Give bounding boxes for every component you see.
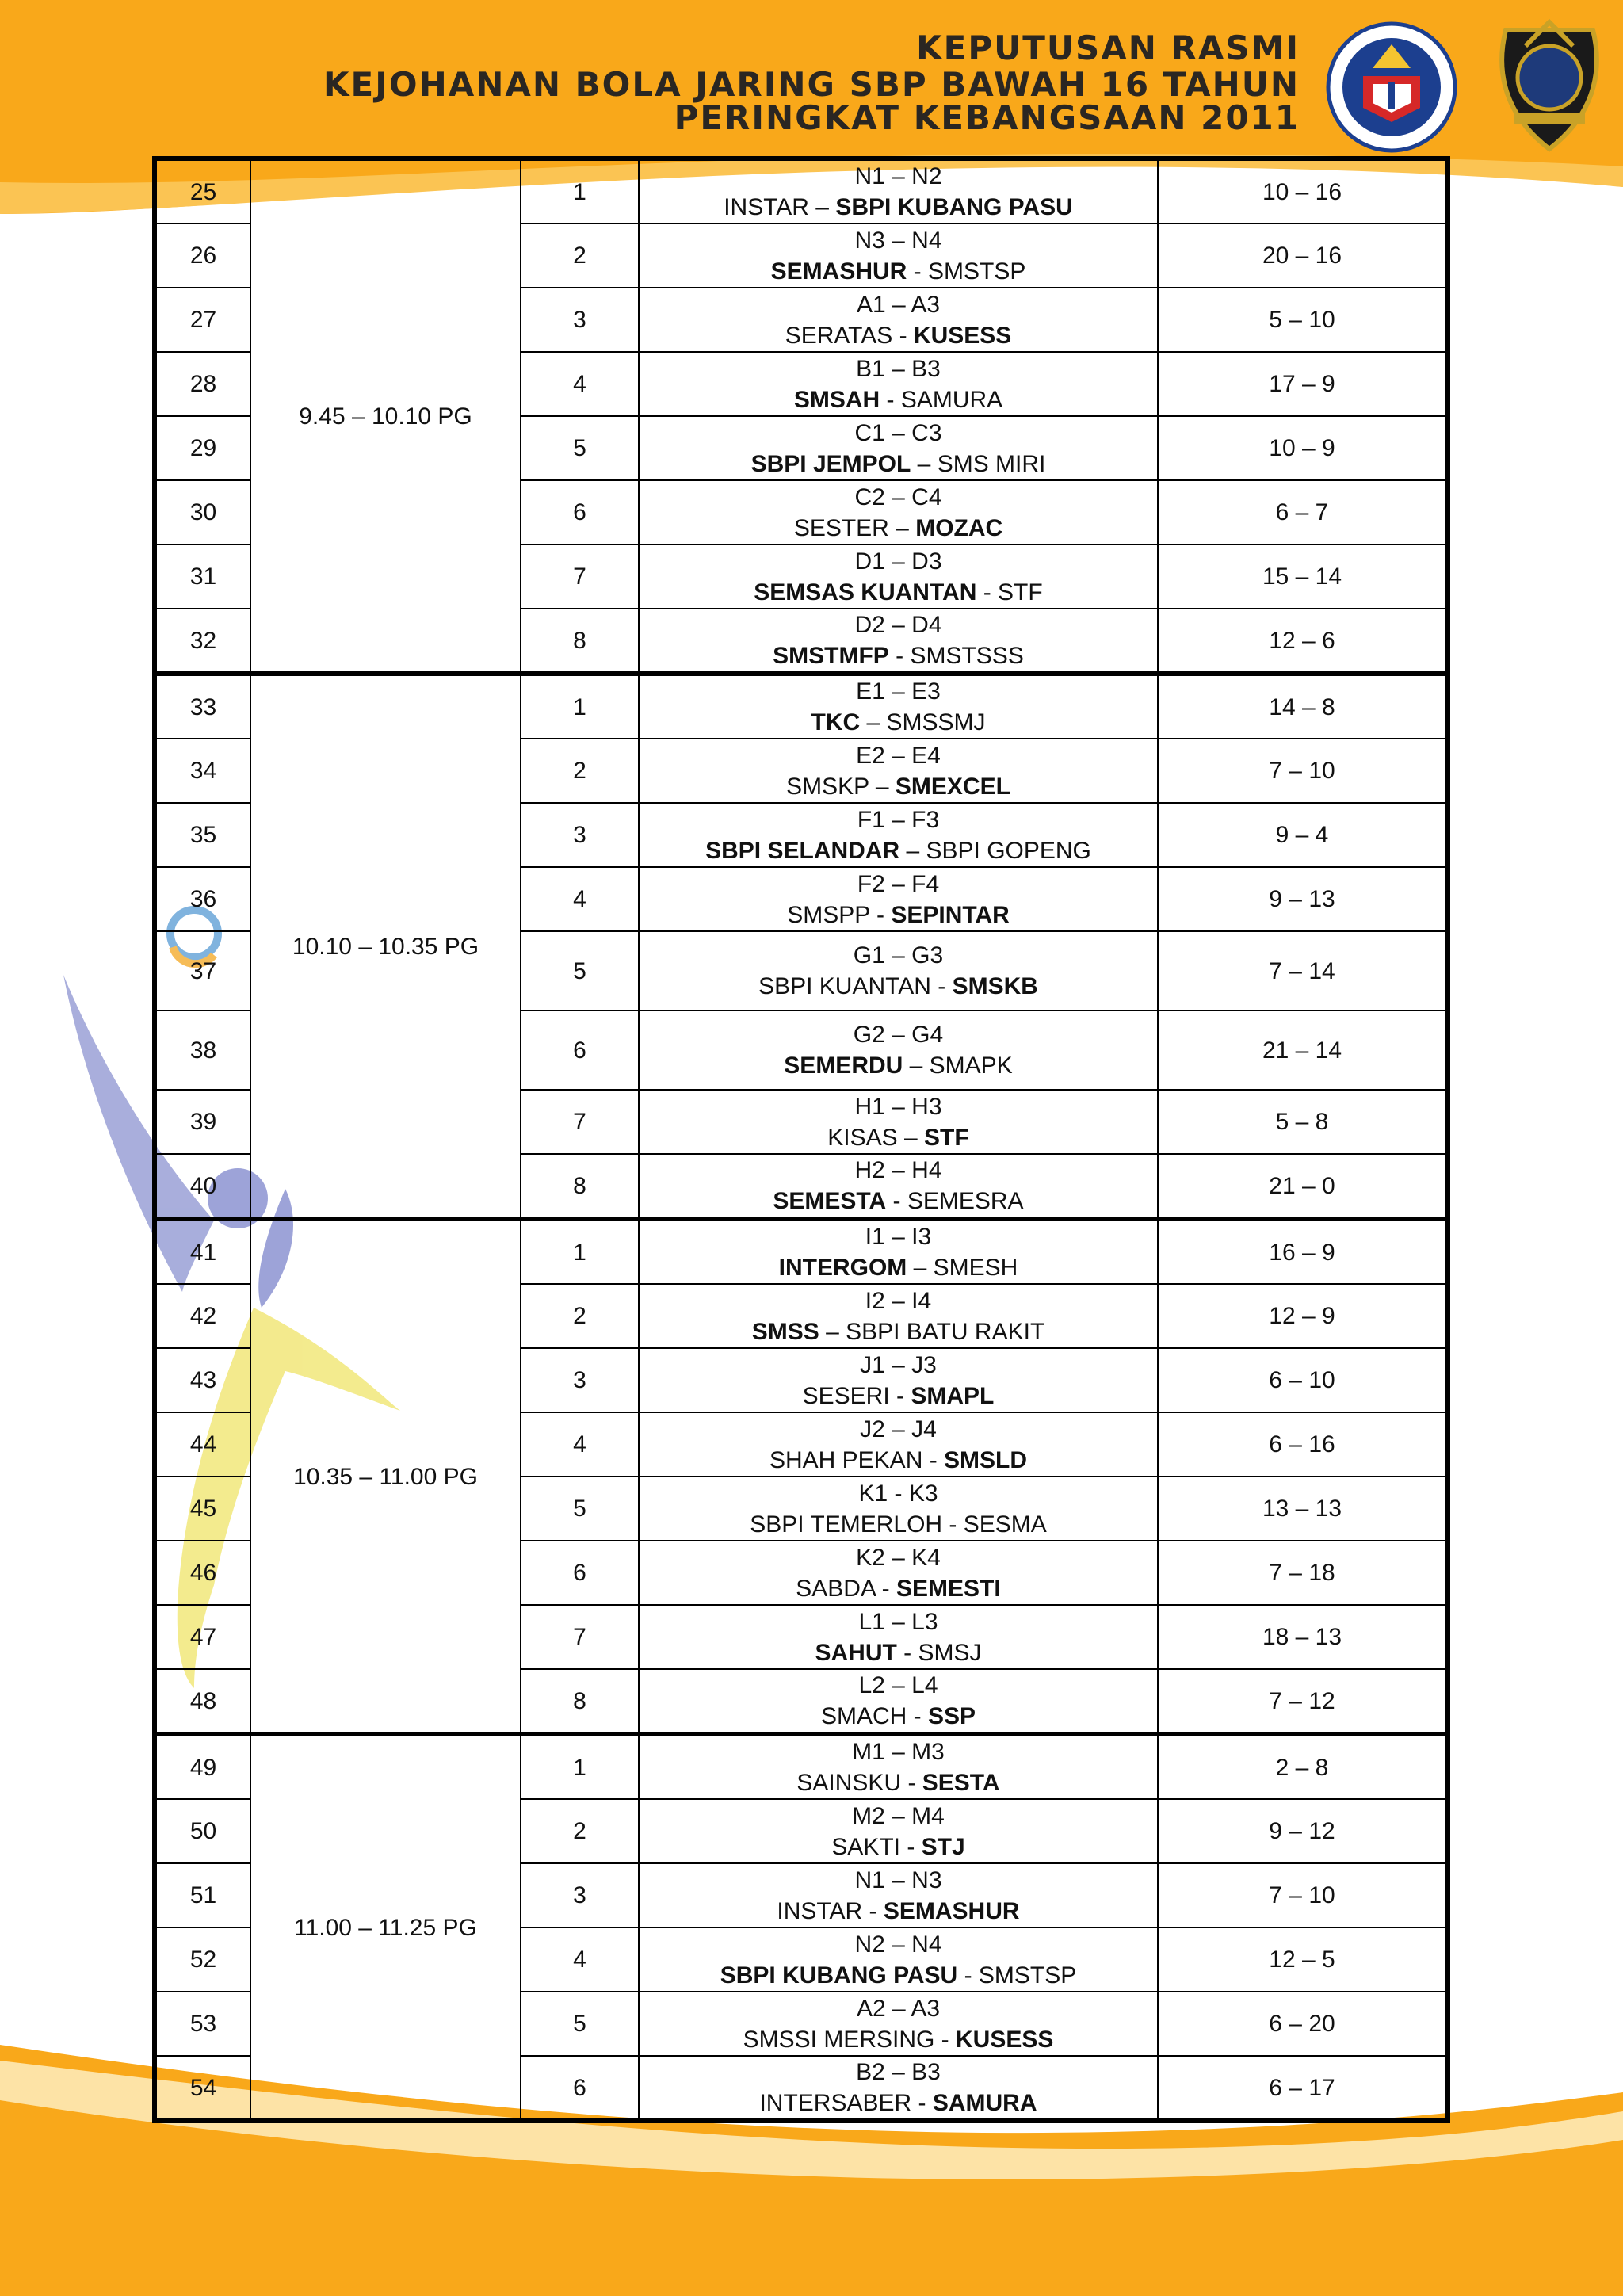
match-teams <box>639 803 1158 867</box>
winning-team: SEMASHUR <box>770 258 907 285</box>
court-number: 5 <box>521 1477 639 1541</box>
table-row <box>155 1734 1448 1799</box>
winning-team: SBPI KUBANG PASU <box>835 194 1073 220</box>
match-teams <box>639 674 1158 739</box>
court-number: 3 <box>521 1863 639 1927</box>
match-teams <box>639 739 1158 803</box>
winning-team: SAMURA <box>932 2090 1037 2116</box>
match-teams <box>639 352 1158 416</box>
winning-team: SBPI JEMPOL <box>750 450 911 477</box>
team-name: – SBPI GOPENG <box>899 837 1091 864</box>
time-slot: 10.35 – 11.00 PG <box>250 1219 521 1734</box>
team-name: - SMSTSP <box>907 258 1026 285</box>
team-name: – SMAPK <box>903 1052 1013 1079</box>
team-names <box>640 971 1157 1002</box>
match-score: 6 – 16 <box>1158 1412 1448 1477</box>
group-pairing: L1 – L3 <box>858 1608 938 1635</box>
match-score: 17 – 9 <box>1158 352 1448 416</box>
match-number: 33 <box>155 674 250 739</box>
winning-team: MOZAC <box>915 514 1003 541</box>
match-score: 6 – 20 <box>1158 1992 1448 2056</box>
court-number: 6 <box>521 2056 639 2121</box>
court-number: 8 <box>521 609 639 674</box>
team-names <box>640 256 1157 287</box>
match-score: 12 – 6 <box>1158 609 1448 674</box>
team-name: SABDA - <box>796 1575 896 1602</box>
match-score: 9 – 4 <box>1158 803 1448 867</box>
winning-team: SEPINTAR <box>891 901 1010 928</box>
match-number: 37 <box>155 931 250 1010</box>
group-pairing: D2 – D4 <box>854 612 942 638</box>
winning-team: SMSS <box>751 1318 819 1345</box>
match-number: 47 <box>155 1605 250 1669</box>
team-names <box>640 1122 1157 1153</box>
winning-team: SMSTMFP <box>773 643 889 669</box>
group-pairing: A1 – A3 <box>856 291 941 318</box>
winning-team: SBPI SELANDAR <box>705 837 900 864</box>
winning-team: KUSESS <box>913 322 1012 349</box>
team-names <box>640 2088 1157 2118</box>
group-pairing: B2 – B3 <box>856 2059 941 2085</box>
group-pairing: D1 – D3 <box>854 548 942 575</box>
court-number: 6 <box>521 1541 639 1605</box>
court-number: 1 <box>521 674 639 739</box>
group-pairing: I1 – I3 <box>865 1224 932 1250</box>
court-number: 8 <box>521 1154 639 1219</box>
court-number: 4 <box>521 352 639 416</box>
team-name: SAINSKU - <box>796 1770 922 1796</box>
match-number: 35 <box>155 803 250 867</box>
match-score: 21 – 0 <box>1158 1154 1448 1219</box>
match-score: 16 – 9 <box>1158 1219 1448 1284</box>
match-teams <box>639 867 1158 931</box>
team-name: SHAH PEKAN - <box>769 1446 945 1473</box>
match-number: 27 <box>155 288 250 352</box>
match-score: 2 – 8 <box>1158 1734 1448 1799</box>
court-number: 2 <box>521 739 639 803</box>
match-teams <box>639 1348 1158 1412</box>
winning-team: SSP <box>927 1703 976 1729</box>
match-number: 36 <box>155 867 250 931</box>
match-score: 9 – 12 <box>1158 1799 1448 1863</box>
team-names <box>640 1637 1157 1668</box>
match-number: 25 <box>155 159 250 223</box>
match-number: 46 <box>155 1541 250 1605</box>
match-teams <box>639 1477 1158 1541</box>
winning-team: SEMSAS KUANTAN <box>754 579 977 606</box>
match-teams <box>639 1541 1158 1605</box>
team-name: INSTAR - <box>777 1897 884 1924</box>
match-score: 14 – 8 <box>1158 674 1448 739</box>
match-score: 5 – 10 <box>1158 288 1448 352</box>
match-teams <box>639 1927 1158 1992</box>
court-number: 7 <box>521 1090 639 1154</box>
match-score: 7 – 10 <box>1158 1863 1448 1927</box>
team-name: - SMSTSSS <box>888 643 1024 669</box>
team-name: SMSSI MERSING - <box>743 2026 956 2053</box>
court-number: 4 <box>521 867 639 931</box>
winning-team: SEMESTI <box>896 1575 1001 1602</box>
match-teams <box>639 931 1158 1010</box>
court-number: 8 <box>521 1669 639 1734</box>
group-pairing: M2 – M4 <box>852 1802 945 1829</box>
results-table-body <box>155 159 1448 2121</box>
team-names <box>640 1381 1157 1412</box>
match-score: 10 – 16 <box>1158 159 1448 223</box>
winning-team: SAHUT <box>815 1639 897 1666</box>
winning-team: SMEXCEL <box>895 773 1010 800</box>
court-number: 3 <box>521 1348 639 1412</box>
group-pairing: K1 - K3 <box>858 1480 938 1507</box>
team-names <box>640 1252 1157 1283</box>
match-score: 12 – 5 <box>1158 1927 1448 1992</box>
team-name: KISAS – <box>827 1124 925 1151</box>
sbp-crest-icon <box>1490 14 1609 154</box>
court-number: 5 <box>521 931 639 1010</box>
match-score: 9 – 13 <box>1158 867 1448 931</box>
match-teams <box>639 609 1158 674</box>
match-score: 6 – 10 <box>1158 1348 1448 1412</box>
match-score: 10 – 9 <box>1158 416 1448 480</box>
group-pairing: H2 – H4 <box>854 1157 942 1183</box>
team-names <box>640 320 1157 351</box>
match-score: 15 – 14 <box>1158 544 1448 609</box>
match-teams <box>639 1605 1158 1669</box>
team-names <box>640 1316 1157 1347</box>
team-name: - STF <box>976 579 1043 606</box>
group-pairing: N3 – N4 <box>854 227 942 254</box>
group-pairing: N2 – N4 <box>854 1931 942 1958</box>
winning-team: SESTA <box>922 1770 1000 1796</box>
group-pairing: H1 – H3 <box>854 1093 942 1120</box>
match-number: 31 <box>155 544 250 609</box>
team-name: – SMS MIRI <box>911 450 1046 477</box>
team-name: SMSPP - <box>787 901 892 928</box>
match-number: 30 <box>155 480 250 544</box>
winning-team: SEMESTA <box>773 1188 887 1214</box>
match-score: 7 – 14 <box>1158 931 1448 1010</box>
match-score: 5 – 8 <box>1158 1090 1448 1154</box>
match-teams <box>639 1992 1158 2056</box>
match-number: 51 <box>155 1863 250 1927</box>
winning-team: SMAPL <box>911 1382 995 1409</box>
court-number: 1 <box>521 1734 639 1799</box>
group-pairing: G1 – G3 <box>853 942 944 968</box>
winning-team: STJ <box>921 1833 965 1860</box>
group-pairing: C1 – C3 <box>854 419 942 446</box>
match-number: 38 <box>155 1010 250 1090</box>
time-slot: 9.45 – 10.10 PG <box>250 159 521 674</box>
match-number: 44 <box>155 1412 250 1477</box>
team-name: – SMSSMJ <box>860 709 986 735</box>
match-teams <box>639 1219 1158 1284</box>
match-number: 28 <box>155 352 250 416</box>
match-number: 29 <box>155 416 250 480</box>
team-names <box>640 640 1157 671</box>
group-pairing: E1 – E3 <box>856 678 941 705</box>
match-score: 6 – 7 <box>1158 480 1448 544</box>
team-names <box>640 513 1157 544</box>
team-names <box>640 771 1157 802</box>
match-number: 50 <box>155 1799 250 1863</box>
header-line-2: KEJOHANAN BOLA JARING SBP BAWAH 16 TAHUN <box>323 65 1300 104</box>
group-pairing: N1 – N2 <box>854 163 942 189</box>
match-score: 20 – 16 <box>1158 223 1448 288</box>
team-name: SMSKP – <box>786 773 896 800</box>
team-names <box>640 1445 1157 1476</box>
group-pairing: J2 – J4 <box>860 1415 937 1442</box>
team-names <box>640 835 1157 866</box>
team-names <box>640 449 1157 479</box>
team-names <box>640 900 1157 930</box>
court-number: 6 <box>521 1010 639 1090</box>
court-number: 4 <box>521 1412 639 1477</box>
match-score: 18 – 13 <box>1158 1605 1448 1669</box>
team-names <box>640 384 1157 415</box>
match-teams <box>639 1284 1158 1348</box>
header-line-1: KEPUTUSAN RASMI <box>916 29 1300 67</box>
court-number: 5 <box>521 1992 639 2056</box>
court-number: 3 <box>521 803 639 867</box>
team-name: SESTER – <box>793 514 916 541</box>
team-name: SESERI - <box>802 1382 911 1409</box>
kpm-seal-icon <box>1325 21 1458 154</box>
match-number: 54 <box>155 2056 250 2121</box>
court-number: 4 <box>521 1927 639 1992</box>
team-name: SERATAS - <box>785 322 914 349</box>
court-number: 1 <box>521 1219 639 1284</box>
court-number: 2 <box>521 1284 639 1348</box>
winning-team: SMSAH <box>793 386 880 413</box>
group-pairing: G2 – G4 <box>853 1022 944 1048</box>
group-pairing: I2 – I4 <box>865 1287 932 1314</box>
team-names <box>640 192 1157 223</box>
match-score: 7 – 18 <box>1158 1541 1448 1605</box>
winning-team: TKC <box>811 709 861 735</box>
team-name: - SMSTSP <box>957 1962 1077 1988</box>
match-number: 53 <box>155 1992 250 2056</box>
match-number: 42 <box>155 1284 250 1348</box>
match-teams <box>639 2056 1158 2121</box>
group-pairing: A2 – A3 <box>856 1995 941 2022</box>
match-teams <box>639 1799 1158 1863</box>
winning-team: STF <box>924 1124 969 1151</box>
match-teams <box>639 1734 1158 1799</box>
group-pairing: M1 – M3 <box>852 1739 945 1765</box>
team-names <box>640 707 1157 738</box>
time-slot: 11.00 – 11.25 PG <box>250 1734 521 2121</box>
team-names <box>640 1767 1157 1798</box>
group-pairing: F2 – F4 <box>857 870 940 897</box>
match-score: 21 – 14 <box>1158 1010 1448 1090</box>
match-number: 39 <box>155 1090 250 1154</box>
match-number: 52 <box>155 1927 250 1992</box>
group-pairing: F1 – F3 <box>857 806 940 833</box>
team-names <box>640 1573 1157 1604</box>
team-name: – SBPI BATU RAKIT <box>819 1318 1045 1345</box>
team-names <box>640 1832 1157 1862</box>
court-number: 7 <box>521 1605 639 1669</box>
match-number: 43 <box>155 1348 250 1412</box>
match-teams <box>639 416 1158 480</box>
match-number: 45 <box>155 1477 250 1541</box>
team-names <box>640 1050 1157 1081</box>
group-pairing: L2 – L4 <box>858 1672 938 1698</box>
match-teams <box>639 1154 1158 1219</box>
match-teams <box>639 223 1158 288</box>
match-score: 6 – 17 <box>1158 2056 1448 2121</box>
team-names <box>640 2024 1157 2055</box>
match-teams <box>639 1863 1158 1927</box>
team-name: – SMESH <box>907 1255 1018 1281</box>
match-score: 7 – 10 <box>1158 739 1448 803</box>
team-names <box>640 1509 1157 1540</box>
group-pairing: E2 – E4 <box>856 742 941 769</box>
team-name: - SAMURA <box>880 386 1003 413</box>
table-row <box>155 159 1448 223</box>
match-number: 48 <box>155 1669 250 1734</box>
group-pairing: C2 – C4 <box>854 483 942 510</box>
match-teams <box>639 480 1158 544</box>
match-score: 12 – 9 <box>1158 1284 1448 1348</box>
group-pairing: J1 – J3 <box>860 1351 937 1378</box>
table-row <box>155 674 1448 739</box>
match-score: 7 – 12 <box>1158 1669 1448 1734</box>
header-line-3: PERINGKAT KEBANGSAAN 2011 <box>674 98 1300 137</box>
team-name: INTERSABER - <box>759 2090 933 2116</box>
match-number: 40 <box>155 1154 250 1219</box>
team-names <box>640 577 1157 608</box>
match-number: 41 <box>155 1219 250 1284</box>
match-teams <box>639 1412 1158 1477</box>
match-teams <box>639 1669 1158 1734</box>
team-name: SBPI KUANTAN - <box>758 973 953 999</box>
team-name: - SEMESRA <box>886 1188 1024 1214</box>
match-number: 32 <box>155 609 250 674</box>
winning-team: INTERGOM <box>778 1255 907 1281</box>
team-name: SBPI TEMERLOH - SESMA <box>750 1511 1047 1538</box>
results-table <box>152 156 1450 2123</box>
winning-team: SBPI KUBANG PASU <box>720 1962 958 1988</box>
winning-team: SMSLD <box>944 1446 1028 1473</box>
court-number: 2 <box>521 223 639 288</box>
court-number: 5 <box>521 416 639 480</box>
team-names <box>640 1701 1157 1732</box>
match-teams <box>639 544 1158 609</box>
court-number: 7 <box>521 544 639 609</box>
match-teams <box>639 1010 1158 1090</box>
group-pairing: B1 – B3 <box>856 355 941 382</box>
time-slot: 10.10 – 10.35 PG <box>250 674 521 1219</box>
court-number: 1 <box>521 159 639 223</box>
team-name: INSTAR – <box>724 194 836 220</box>
group-pairing: K2 – K4 <box>856 1544 941 1571</box>
team-names <box>640 1186 1157 1217</box>
match-number: 34 <box>155 739 250 803</box>
court-number: 6 <box>521 480 639 544</box>
match-number: 49 <box>155 1734 250 1799</box>
winning-team: SMSKB <box>952 973 1038 999</box>
winning-team: KUSESS <box>955 2026 1054 2053</box>
team-name: SMACH - <box>820 1703 928 1729</box>
team-name: SAKTI - <box>831 1833 922 1860</box>
match-number: 26 <box>155 223 250 288</box>
match-teams <box>639 1090 1158 1154</box>
winning-team: SEMERDU <box>784 1052 903 1079</box>
table-row <box>155 1219 1448 1284</box>
winning-team: SEMASHUR <box>883 1897 1020 1924</box>
team-name: - SMSJ <box>896 1639 982 1666</box>
match-teams <box>639 288 1158 352</box>
team-names <box>640 1896 1157 1927</box>
court-number: 3 <box>521 288 639 352</box>
match-score: 13 – 13 <box>1158 1477 1448 1541</box>
team-names <box>640 1960 1157 1991</box>
match-teams <box>639 159 1158 223</box>
group-pairing: N1 – N3 <box>854 1866 942 1893</box>
court-number: 2 <box>521 1799 639 1863</box>
